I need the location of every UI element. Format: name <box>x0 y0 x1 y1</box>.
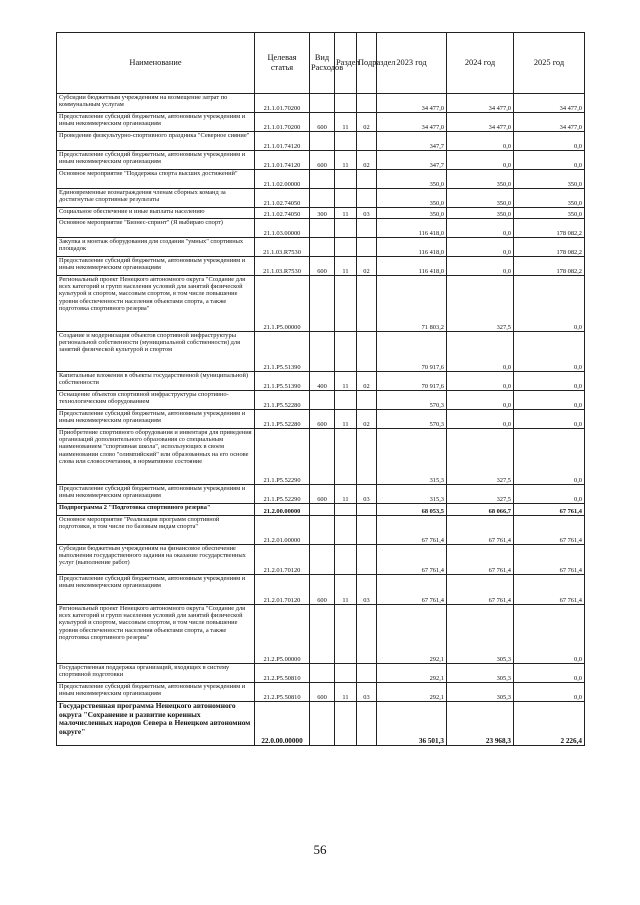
row-target-article: 21.1.03.00000 <box>255 219 310 238</box>
row-name: Закупка и монтаж оборудования для создания "умных" спортивных площадок <box>57 238 255 257</box>
row-subsection: 03 <box>357 683 377 702</box>
row-section: 11 <box>335 683 357 702</box>
row-value-2024: 0,0 <box>447 132 514 151</box>
row-value-2023: 570,3 <box>377 410 447 429</box>
row-target-article: 21.1.P5.00000 <box>255 276 310 332</box>
row-value-2024: 305,3 <box>447 664 514 683</box>
row-section: 11 <box>335 485 357 504</box>
row-value-2025: 67 761,4 <box>514 545 585 575</box>
row-section <box>335 664 357 683</box>
row-value-2023: 116 418,0 <box>377 238 447 257</box>
row-section: 11 <box>335 208 357 219</box>
row-name: Предоставление субсидий бюджетным, автономным учреждениям и иным некоммерческим организациям <box>57 485 255 504</box>
row-expense-type: 600 <box>310 683 335 702</box>
row-expense-type: 600 <box>310 410 335 429</box>
row-name: Региональный проект Ненецкого автономного округа "Создание для всех категорий и групп населения условий для занятий физической культурой и спортом, массовым спортом, в том числе повышение уровня обеспеченности населения объектами спорта, а также подготовка спортивного резерва" <box>57 276 255 332</box>
row-target-article: 21.1.02.00000 <box>255 170 310 189</box>
table-row <box>57 504 585 516</box>
row-subsection <box>357 702 377 746</box>
row-target-article: 21.1.02.74050 <box>255 189 310 208</box>
row-value-2025: 178 082,2 <box>514 238 585 257</box>
row-name: Подпрограмма 2 "Подготовка спортивного резерва" <box>57 504 255 516</box>
row-target-article: 21.1.03.R7530 <box>255 238 310 257</box>
row-value-2025: 0,0 <box>514 151 585 170</box>
table-row <box>57 257 585 276</box>
row-section <box>335 504 357 516</box>
row-section <box>335 332 357 372</box>
row-name: Основное мероприятие "Реализация программ спортивной подготовки, в том числе по базовым видам спорта" <box>57 516 255 545</box>
table-row <box>57 391 585 410</box>
row-section <box>335 702 357 746</box>
row-section: 11 <box>335 257 357 276</box>
row-name: Проведение физкультурно-спортивного праздника "Северное сияние" <box>57 132 255 151</box>
row-target-article: 21.1.03.R7530 <box>255 257 310 276</box>
row-name: Предоставление субсидий бюджетным, автономным учреждениям и иным некоммерческим организациям <box>57 575 255 605</box>
row-name: Основное мероприятие "Поддержка спорта высших достижений" <box>57 170 255 189</box>
row-target-article: 21.2.01.70120 <box>255 575 310 605</box>
row-value-2025: 350,0 <box>514 208 585 219</box>
row-value-2025: 0,0 <box>514 372 585 391</box>
row-value-2023: 70 917,6 <box>377 332 447 372</box>
row-section: 11 <box>335 151 357 170</box>
row-value-2025: 67 761,4 <box>514 504 585 516</box>
row-expense-type <box>310 332 335 372</box>
row-value-2024: 0,0 <box>447 332 514 372</box>
row-section <box>335 516 357 545</box>
header-target-article: Целевая статья <box>255 33 310 94</box>
row-subsection: 02 <box>357 257 377 276</box>
row-value-2023: 116 418,0 <box>377 219 447 238</box>
row-value-2024: 0,0 <box>447 257 514 276</box>
row-target-article: 21.1.P5.52290 <box>255 429 310 485</box>
row-target-article: 21.2.01.00000 <box>255 516 310 545</box>
row-subsection: 03 <box>357 485 377 504</box>
table-row <box>57 219 585 238</box>
table-row <box>57 485 585 504</box>
row-expense-type <box>310 94 335 113</box>
table-row <box>57 238 585 257</box>
row-subsection <box>357 391 377 410</box>
row-value-2025: 0,0 <box>514 132 585 151</box>
row-value-2023: 292,1 <box>377 605 447 664</box>
row-value-2025: 178 082,2 <box>514 219 585 238</box>
row-value-2023: 34 477,0 <box>377 94 447 113</box>
row-target-article: 21.1.01.74120 <box>255 151 310 170</box>
row-section <box>335 276 357 332</box>
table-row <box>57 170 585 189</box>
row-subsection: 02 <box>357 151 377 170</box>
row-value-2023: 116 418,0 <box>377 257 447 276</box>
row-expense-type <box>310 189 335 208</box>
table-row <box>57 332 585 372</box>
row-value-2024: 350,0 <box>447 189 514 208</box>
row-value-2023: 67 761,4 <box>377 545 447 575</box>
row-section <box>335 429 357 485</box>
row-subsection <box>357 516 377 545</box>
row-value-2024: 0,0 <box>447 238 514 257</box>
header-name: Наименование <box>57 33 255 94</box>
row-name: Предоставление субсидий бюджетным, автономным учреждениям и иным некоммерческим организациям <box>57 151 255 170</box>
row-value-2025: 67 761,4 <box>514 575 585 605</box>
row-target-article: 21.1.01.70200 <box>255 113 310 132</box>
table-row <box>57 132 585 151</box>
row-value-2024: 0,0 <box>447 372 514 391</box>
row-value-2024: 305,3 <box>447 605 514 664</box>
row-value-2023: 70 917,6 <box>377 372 447 391</box>
row-subsection <box>357 132 377 151</box>
row-target-article: 21.1.P5.52290 <box>255 485 310 504</box>
row-name: Государственная поддержка организаций, входящих в систему спортивной подготовки <box>57 664 255 683</box>
row-name: Капитальные вложения в объекты государственной (муниципальной) собственности <box>57 372 255 391</box>
row-subsection <box>357 238 377 257</box>
row-subsection <box>357 429 377 485</box>
row-value-2025: 0,0 <box>514 605 585 664</box>
table-row <box>57 429 585 485</box>
row-expense-type <box>310 391 335 410</box>
row-value-2023: 292,1 <box>377 683 447 702</box>
row-name: Предоставление субсидий бюджетным, автономным учреждениям и иным некоммерческим организациям <box>57 683 255 702</box>
row-expense-type <box>310 132 335 151</box>
row-value-2024: 350,0 <box>447 170 514 189</box>
row-subsection <box>357 219 377 238</box>
row-expense-type: 600 <box>310 575 335 605</box>
row-subsection: 03 <box>357 208 377 219</box>
row-target-article: 21.1.P5.51390 <box>255 372 310 391</box>
row-section <box>335 545 357 575</box>
header-expense-type: Вид Расходов <box>310 33 335 94</box>
row-section: 11 <box>335 410 357 429</box>
row-section <box>335 219 357 238</box>
row-expense-type <box>310 170 335 189</box>
table-row <box>57 372 585 391</box>
row-value-2024: 67 761,4 <box>447 545 514 575</box>
row-value-2023: 350,0 <box>377 208 447 219</box>
row-value-2025: 67 761,4 <box>514 516 585 545</box>
row-value-2025: 2 226,4 <box>514 702 585 746</box>
row-value-2025: 350,0 <box>514 189 585 208</box>
row-value-2025: 0,0 <box>514 391 585 410</box>
row-value-2024: 327,5 <box>447 485 514 504</box>
row-subsection <box>357 94 377 113</box>
row-section <box>335 132 357 151</box>
row-expense-type <box>310 238 335 257</box>
row-subsection: 02 <box>357 113 377 132</box>
row-expense-type: 600 <box>310 257 335 276</box>
row-value-2025: 178 082,2 <box>514 257 585 276</box>
row-value-2025: 0,0 <box>514 664 585 683</box>
row-name: Основное мероприятие "Бизнес-спринт" (Я выбираю спорт) <box>57 219 255 238</box>
row-value-2023: 315,3 <box>377 429 447 485</box>
row-section: 11 <box>335 372 357 391</box>
row-expense-type <box>310 276 335 332</box>
row-name: Предоставление субсидий бюджетным, автономным учреждениям и иным некоммерческим организациям <box>57 410 255 429</box>
row-value-2023: 34 477,0 <box>377 113 447 132</box>
row-subsection <box>357 605 377 664</box>
row-value-2025: 0,0 <box>514 276 585 332</box>
row-value-2024: 327,5 <box>447 276 514 332</box>
row-value-2024: 0,0 <box>447 410 514 429</box>
row-name: Субсидии бюджетным учреждениям на финансовое обеспечение выполнения государственного задания на оказание государственных услуг (выполнение работ) <box>57 545 255 575</box>
row-subsection <box>357 504 377 516</box>
row-value-2025: 0,0 <box>514 429 585 485</box>
row-expense-type <box>310 605 335 664</box>
row-section <box>335 170 357 189</box>
header-year-2024: 2024 год <box>447 33 514 94</box>
row-name: Предоставление субсидий бюджетным, автономным учреждениям и иным некоммерческим организациям <box>57 257 255 276</box>
row-expense-type <box>310 545 335 575</box>
row-value-2024: 34 477,0 <box>447 113 514 132</box>
row-expense-type: 600 <box>310 151 335 170</box>
row-section <box>335 391 357 410</box>
row-value-2024: 23 968,3 <box>447 702 514 746</box>
row-section: 11 <box>335 575 357 605</box>
row-name: Предоставление субсидий бюджетным, автономным учреждениям и иным некоммерческим организациям <box>57 113 255 132</box>
row-value-2025: 34 477,0 <box>514 94 585 113</box>
table-row <box>57 605 585 664</box>
table-row <box>57 151 585 170</box>
row-value-2023: 350,0 <box>377 189 447 208</box>
row-value-2023: 350,0 <box>377 170 447 189</box>
page-number: 56 <box>313 842 327 857</box>
row-value-2023: 71 803,2 <box>377 276 447 332</box>
row-expense-type <box>310 429 335 485</box>
row-expense-type: 600 <box>310 113 335 132</box>
row-target-article: 21.1.01.70200 <box>255 94 310 113</box>
row-target-article: 21.2.00.00000 <box>255 504 310 516</box>
row-value-2024: 0,0 <box>447 391 514 410</box>
row-value-2023: 570,3 <box>377 391 447 410</box>
row-value-2025: 34 477,0 <box>514 113 585 132</box>
row-value-2023: 36 501,3 <box>377 702 447 746</box>
table-row <box>57 410 585 429</box>
table-row <box>57 516 585 545</box>
row-value-2024: 67 761,4 <box>447 575 514 605</box>
row-value-2024: 0,0 <box>447 151 514 170</box>
row-target-article: 21.1.02.74050 <box>255 208 310 219</box>
row-expense-type <box>310 664 335 683</box>
row-value-2023: 315,3 <box>377 485 447 504</box>
row-section <box>335 605 357 664</box>
table-row <box>57 189 585 208</box>
row-subsection: 02 <box>357 372 377 391</box>
row-value-2023: 67 761,4 <box>377 516 447 545</box>
row-value-2024: 68 066,7 <box>447 504 514 516</box>
table-row <box>57 702 585 746</box>
row-value-2024: 34 477,0 <box>447 94 514 113</box>
row-name: Социальное обеспечение и иные выплаты населению <box>57 208 255 219</box>
row-expense-type <box>310 504 335 516</box>
header-year-2023: 2023 год <box>377 33 447 94</box>
row-name: Субсидии бюджетным учреждениям на возмещение затрат по коммунальным услугам <box>57 94 255 113</box>
row-value-2023: 68 053,5 <box>377 504 447 516</box>
row-subsection <box>357 545 377 575</box>
table-row <box>57 683 585 702</box>
row-target-article: 21.1.P5.52280 <box>255 410 310 429</box>
row-value-2025: 0,0 <box>514 410 585 429</box>
row-subsection <box>357 189 377 208</box>
row-value-2025: 0,0 <box>514 332 585 372</box>
row-expense-type <box>310 219 335 238</box>
table-header-row <box>57 33 585 94</box>
row-value-2024: 327,5 <box>447 429 514 485</box>
row-target-article: 21.2.P5.50810 <box>255 683 310 702</box>
header-section: Раздел <box>335 33 357 94</box>
row-value-2024: 0,0 <box>447 219 514 238</box>
table-row <box>57 575 585 605</box>
header-year-2025: 2025 год <box>514 33 585 94</box>
table-row <box>57 208 585 219</box>
row-subsection <box>357 332 377 372</box>
row-value-2025: 0,0 <box>514 485 585 504</box>
table-row <box>57 664 585 683</box>
row-value-2023: 347,7 <box>377 132 447 151</box>
row-subsection: 03 <box>357 575 377 605</box>
table-row <box>57 276 585 332</box>
row-target-article: 21.2.P5.00000 <box>255 605 310 664</box>
row-value-2023: 347,7 <box>377 151 447 170</box>
row-expense-type: 600 <box>310 485 335 504</box>
row-expense-type: 300 <box>310 208 335 219</box>
row-section <box>335 94 357 113</box>
row-target-article: 22.0.00.00000 <box>255 702 310 746</box>
row-value-2024: 67 761,4 <box>447 516 514 545</box>
row-value-2024: 305,3 <box>447 683 514 702</box>
row-expense-type: 400 <box>310 372 335 391</box>
table-row <box>57 94 585 113</box>
row-target-article: 21.1.01.74120 <box>255 132 310 151</box>
row-subsection <box>357 664 377 683</box>
row-section <box>335 189 357 208</box>
row-value-2025: 350,0 <box>514 170 585 189</box>
row-name: Создание и модернизация объектов спортивной инфраструктуры региональной собственности (муниципальной собственности) для занятий физической культурой и спортом <box>57 332 255 372</box>
row-name: Приобретение спортивного оборудования и инвентаря для приведения организаций дополнительного образования со специальным наименованием "спортивная школа", использующих в своем наименовании слово "олимпийский" или образованных на его основе слова или словосочетания, в нормативное состояние <box>57 429 255 485</box>
table-row <box>57 113 585 132</box>
row-name: Единовременные вознаграждения членам сборных команд за достигнутые спортивные результаты <box>57 189 255 208</box>
row-name: Региональный проект Ненецкого автономного округа "Создание для всех категорий и групп населения условий для занятий физической культурой и спортом, массовым спортом, в том числе повышение уровня обеспеченности населения объектами спорта, а также подготовка спортивного резерва" <box>57 605 255 664</box>
header-subsection: Подраздел <box>357 33 377 94</box>
row-expense-type <box>310 516 335 545</box>
row-value-2023: 67 761,4 <box>377 575 447 605</box>
table-row <box>57 545 585 575</box>
row-section: 11 <box>335 113 357 132</box>
row-target-article: 21.2.P5.50810 <box>255 664 310 683</box>
row-value-2023: 292,1 <box>377 664 447 683</box>
budget-table <box>56 32 585 746</box>
row-name: Государственная программа Ненецкого автономного округа "Сохранение и развитие коренных малочисленных народов Севера в Ненецком автономном округе" <box>57 702 255 746</box>
row-expense-type <box>310 702 335 746</box>
row-target-article: 21.2.01.70120 <box>255 545 310 575</box>
row-subsection <box>357 276 377 332</box>
row-subsection: 02 <box>357 410 377 429</box>
row-value-2024: 350,0 <box>447 208 514 219</box>
row-subsection <box>357 170 377 189</box>
table-body <box>57 94 585 746</box>
row-section <box>335 238 357 257</box>
row-value-2025: 0,0 <box>514 683 585 702</box>
row-name: Оснащение объектов спортивной инфраструктуры спортивно-технологическим оборудованием <box>57 391 255 410</box>
row-target-article: 21.1.P5.52280 <box>255 391 310 410</box>
row-target-article: 21.1.P5.51390 <box>255 332 310 372</box>
